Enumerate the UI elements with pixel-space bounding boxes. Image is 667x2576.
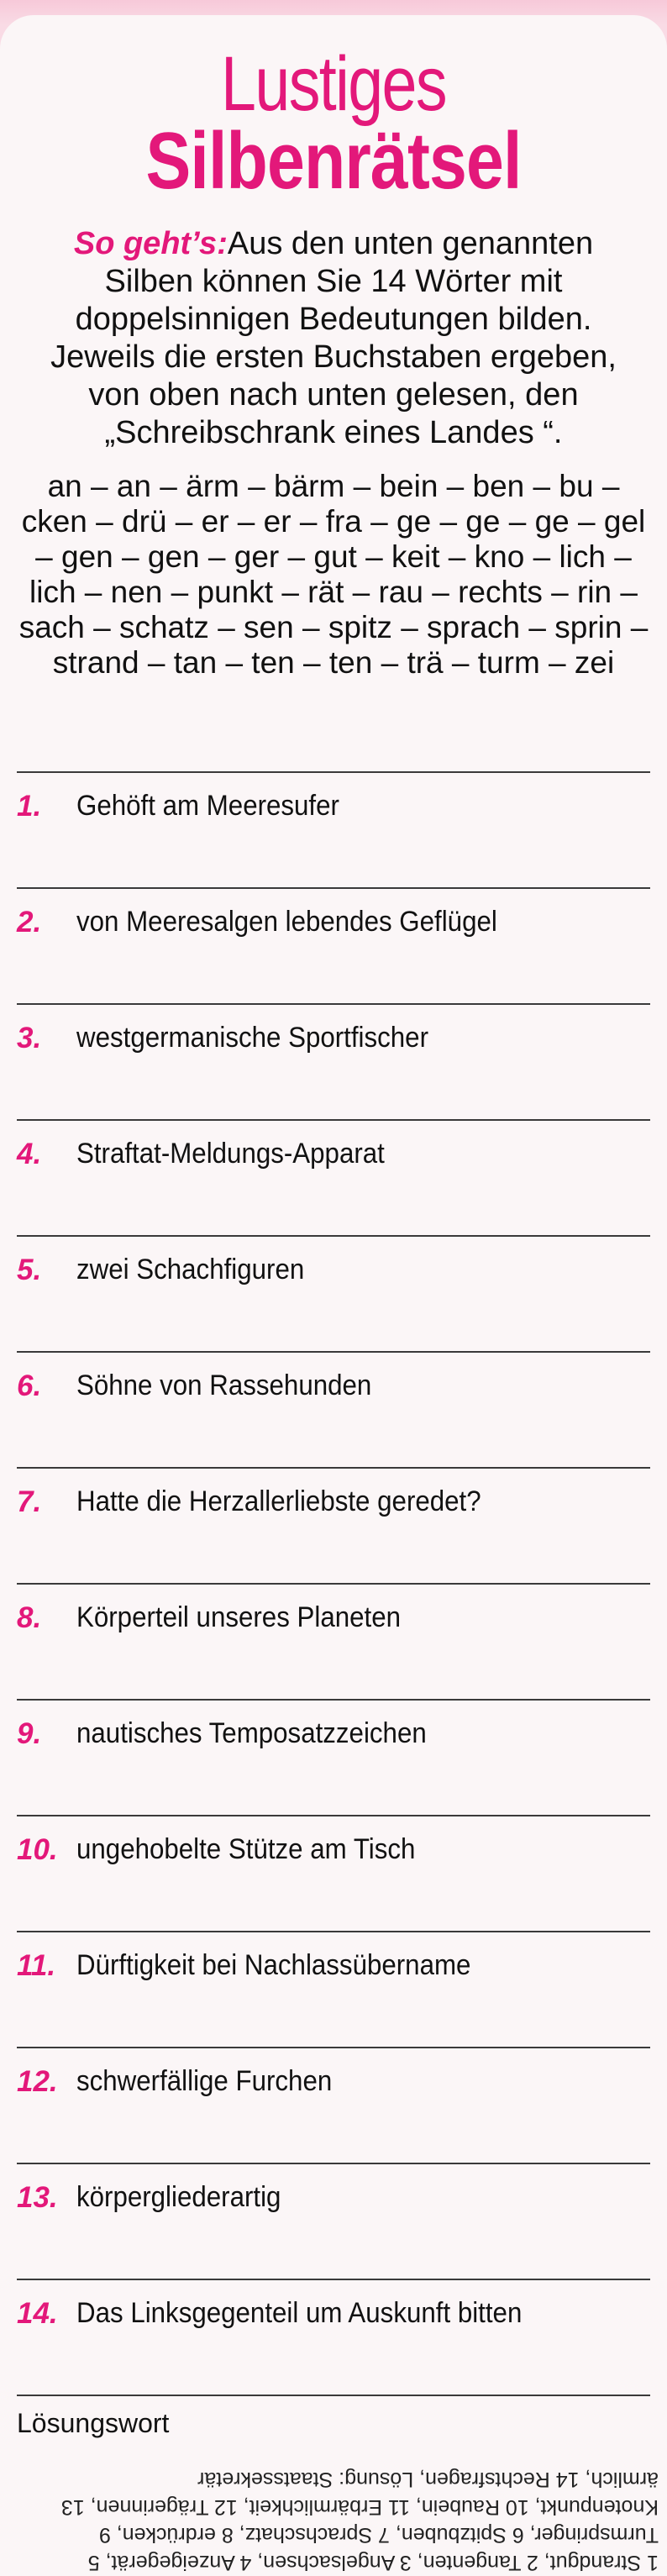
clue-row[interactable] — [17, 2279, 650, 2395]
clue-text: Straftat-Meldungs-Apparat — [76, 1138, 385, 1170]
clue-text: körpergliederartig — [76, 2181, 281, 2213]
clue-number: 2. — [17, 906, 42, 938]
clue-number: 12. — [17, 2065, 58, 2098]
clue-row[interactable] — [17, 2163, 650, 2279]
clue-number: 1. — [17, 790, 42, 823]
clue-text: Das Linksgegenteil um Auskunft bitten — [76, 2297, 523, 2329]
instructions — [25, 225, 642, 452]
clue-row[interactable] — [17, 1351, 650, 1467]
puzzle-card — [0, 15, 667, 2576]
clue-row[interactable] — [17, 1235, 650, 1351]
clue-number: 3. — [17, 1022, 42, 1054]
clue-number: 9. — [17, 1717, 42, 1750]
clue-number: 11. — [17, 1949, 56, 1982]
clue-row[interactable] — [17, 887, 650, 1003]
clue-number: 13. — [17, 2181, 58, 2214]
clue-text: Dürftigkeit bei Nachlassübername — [76, 1949, 471, 1981]
syllable-list: an – an – ärm – bärm – bein – ben – bu – cken – drü – er – er – fra – ge – ge – ge – gel – gen – gen – ger – gut – keit – kno – lich – lich – nen – punkt – rät – rau – rechts – rin – sach – schatz – sen – spitz – sprach – sprin – strand – tan – ten – ten – trä – turm – zei — [18, 469, 649, 680]
clue-list — [17, 771, 650, 2395]
title-line-2: Silbenrätsel — [145, 116, 522, 206]
clue-row[interactable] — [17, 1119, 650, 1235]
clue-text: nautisches Temposatzzeichen — [76, 1717, 427, 1749]
clue-number: 14. — [17, 2297, 58, 2330]
instructions-label: So geht’s: — [73, 226, 228, 261]
clue-number: 5. — [17, 1254, 42, 1286]
clue-text: Gehöft am Meeresufer — [76, 790, 339, 822]
clue-row[interactable] — [17, 771, 650, 887]
clue-row[interactable] — [17, 1699, 650, 1815]
clue-row[interactable] — [17, 1815, 650, 1931]
clue-text: Söhne von Rassehunden — [76, 1369, 372, 1401]
clue-text: ungehobelte Stütze am Tisch — [76, 1833, 416, 1865]
clue-number: 4. — [17, 1138, 42, 1170]
clue-text: westgermanische Sportfischer — [76, 1022, 428, 1054]
clue-text: schwerfällige Furchen — [76, 2065, 333, 2097]
solution-divider — [17, 2395, 650, 2396]
clue-number: 6. — [17, 1369, 42, 1402]
solution-label[interactable]: Lösungswort — [17, 2408, 170, 2438]
answer-key-upside-down: 1 Strandgut, 2 Tangenten, 3 Angelsachsen, 4 Anzeigegerät, 5 Turmspringer, 6 Spitzbuben, 7 Sprachschatz, 8 erdrücken, 9 Knotenpunkt, 10 Raubein, 11 Erbärmlichkeit, 12 Trägerinnen, 13 ärmlich, 14 Rechtsfragen, Lösung: Staatssekretär — [60, 2468, 659, 2574]
clue-row[interactable] — [17, 1931, 650, 2047]
clue-text: von Meeresalgen lebendes Geflügel — [76, 906, 497, 938]
clue-row[interactable] — [17, 2047, 650, 2163]
title-line-1: Lustiges — [221, 41, 446, 127]
clue-text: Körperteil unseres Planeten — [76, 1601, 402, 1633]
clue-row[interactable] — [17, 1003, 650, 1119]
clue-text: zwei Schachfiguren — [76, 1254, 305, 1285]
clue-number: 8. — [17, 1601, 42, 1634]
instructions-text: Aus den unten genannten Silben können Sie 14 Wörter mit doppelsinnigen Bedeutungen bilden. Jeweils die ersten Buchstaben ergeben, von oben nach unten gelesen, den „Schreibschrank eines Landes “. — [50, 226, 617, 450]
clue-row[interactable] — [17, 1583, 650, 1699]
clue-text: Hatte die Herzallerliebste geredet? — [76, 1485, 481, 1517]
clue-number: 10. — [17, 1833, 58, 1866]
clue-number: 7. — [17, 1485, 42, 1518]
clue-row[interactable] — [17, 1467, 650, 1583]
